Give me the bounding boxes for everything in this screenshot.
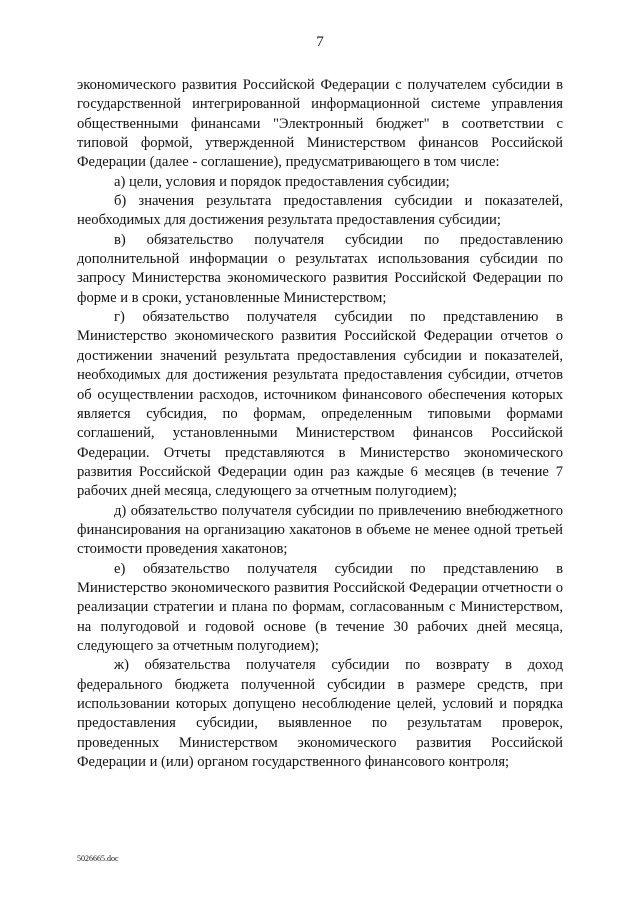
paragraph-item-e: е) обязательство получателя субсидии по представлению в Министерство экономического развития Российской Федерации отчетности о реализации стратегии и плана по формам, согласованным с Министерством, на полугодовой и годовой основе (в течение 30 рабочих дней месяца, следующего за отчетным полугодием); — [77, 560, 563, 654]
paragraph-item-a: а) цели, условия и порядок предоставления субсидии; — [114, 173, 450, 190]
paragraph-item-b: б) значения результата предоставления субсидии и показателей, необходимых для достижения результата предоставления субсидии; — [77, 193, 563, 229]
footer-filename: 5026665.doc — [77, 854, 119, 863]
paragraph-item-v: в) обязательство получателя субсидии по предоставлению дополнительной информации о результатах использования субсидии по запросу Министерства экономического развития Российской Федерации по форме и в сроки, установленные Министерством; — [77, 231, 563, 306]
paragraph-item-g: г) обязательство получателя субсидии по представлению в Министерство экономического развития Российской Федерации отчетов о достижении значений результата предоставления субсидии и показателей, необходимых для достижения результата предоставления субсидии, отчетов об осуществлении расходов, источником финансового обеспечения которых является субсидия, по формам, определенным типовыми формами соглашений, установленными Министерством финансов Российской Федерации. Отчеты представляются в Министерство экономического развития Российской Федерации один раз каждые 6 месяцев (в течение 7 рабочих дней месяца, следующего за отчетным полугодием); — [77, 309, 563, 500]
document-body — [77, 76, 563, 772]
page-number: 7 — [316, 34, 324, 50]
paragraph-item-zh: ж) обязательства получателя субсидии по возврату в доход федерального бюджета полученной субсидии в размере средств, при использовании которых допущено несоблюдение целей, условий и порядка предоставления субсидии, выявленное по результатам проверок, проведенных Министерством экономического развития Российской Федерации и (или) органом государственного финансового контроля; — [77, 657, 563, 771]
paragraph-intro-continuation: экономического развития Российской Федерации с получателем субсидии в государственной интегрированной информационной системе управления общественными финансами "Электронный бюджет" в соответствии с типовой формой, утвержденной Министерством финансов Российской Федерации (далее - соглашение), предусматривающего в том числе: — [77, 77, 563, 171]
paragraph-item-d: д) обязательство получателя субсидии по привлечению внебюджетного финансирования на организацию хакатонов в объеме не менее одной третьей стоимости проведения хакатонов; — [77, 502, 563, 558]
